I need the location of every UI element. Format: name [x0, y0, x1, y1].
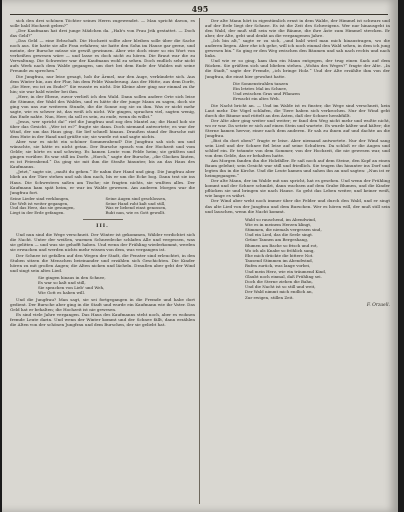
right-paragraphs-top: [205, 18, 390, 79]
poem-line: Glaubt noch einmal, daß Frühling sei.: [245, 273, 322, 279]
poem-line: Zur ewigen, stillen Zeit.: [245, 294, 294, 300]
poem-line: Grüne Tannen am Bergeshang,: [245, 237, 309, 243]
poem-line: Wie Gott es haben will.: [38, 289, 86, 295]
paragraph: Der Schnee ist gefallen auf den Wegen der Stadt, die Fenster sind erleuchtet, in den Stuben sitzen die Menschen beieinander und erzählen sich Geschichten. Die Kinder hören zu mit großen Augen; die Alten nicken und lächeln. Draußen aber geht der Wind und singt sein altes Lied.: [10, 252, 195, 273]
book-page: [2, 0, 398, 512]
left-paragraphs-top: [10, 18, 195, 195]
author-signature: F. Orzaell.: [366, 302, 390, 308]
right-paragraphs-middle: [205, 103, 390, 214]
dual-poem-right: [106, 197, 196, 217]
poem-line: Tausend Stimmen im Abendwind,: [245, 258, 313, 264]
paragraph: Der alte Mann hört in eigentümlich ernst in dem Walde, der Himmel ist schwarz und auf der Erde liegt der Schnee. Es ist die Zeit des Schweigens. Wer nur hinausgeht in den Wald, der muß still sein wie die Bäume, die ihre Äste zum Himmel strecken. Er aber, der Alte, geht und denkt an die vergangenen Jahre.: [205, 18, 390, 39]
poem-line: Was er liebend einst genossen,: [105, 205, 167, 211]
left-column: [10, 18, 195, 508]
column-divider: [199, 18, 200, 504]
poem-line: Die Sonnenstrahlen tanzen: [233, 80, 289, 86]
poem-line: Liegt in der Erde gefangen.: [10, 210, 65, 216]
header-rule: [10, 14, 388, 15]
paragraph: Der alte Mann, der im Walde mit uns spricht, hat es gesehen. Und wenn der Frühling kommt und der Schnee schmilzt, dann wachsen auf dem Grabe Blumen, und die Kinder pflücken sie und bringen sie nach Hause. So geht das Leben weiter, und keiner weiß, wie lange es währt.: [205, 178, 390, 199]
poem-line: Wald so rauschend, im Abendwind,: [245, 216, 317, 222]
section-rule: [83, 219, 123, 220]
poem-line: Und mein Herz, wie ein träumend Kind,: [245, 268, 327, 274]
poem-line: Rufen zurück, was lange vorbei,: [245, 263, 311, 269]
poem-line: Seine Augen sind geschlossen,: [105, 195, 167, 201]
poem-line: Sie gingen hinaus in den Schnee,: [38, 274, 106, 280]
dual-poem-left: [10, 197, 100, 217]
paragraph: Aber war es nicht ein schöner Sommerabend? Die Jungfrau sah sich um und wünschte, sie hätte es nicht getan. Der Bursche sprach von der Hochzeit und vom Gelde; sie hörte es und schwieg. Es kamen Leute vom Felde heim; sie grüßten und gingen vorüber. Es war still im Dorfe. „Horch,“ sagte der Bursche, „die Glocken läuten, es ist Feierabend.“ Da ging sie mit ihm die Straße hinunter, bis an das Haus des Kaufmanns.: [10, 139, 195, 170]
paragraph: Am Morgen fanden ihn die Holzfäller. Er saß noch auf dem Steine, den Kopf an einen Baum gelehnt; sein Gesicht war still und friedlich. Sie trugen ihn hinunter ins Dorf und legten ihn in die Kirche. Und die Leute kamen und sahen ihn an und sagten: „Nun ist er heimgegangen.“: [205, 158, 390, 179]
paragraph: Und nun sind die Wege verschneit. Der Winter ist gekommen, Wälder verdichtet sich die Nacht. Unter der weißen, warmen Schneedecke schlafen Alle und vergessen, was sie gelitten — und was sie gehofft haben. Und wenn der Frühling wiederkommt, werden sie erwachen und werden nichts mehr wissen von dem, was vergangen ist.: [10, 232, 195, 253]
paragraph: „Jetzt,“ sagte sie, „mußt du gehen.“ Er nahm ihre Hand und ging. Die Jungfrau aber blieb an der Türe stehen und sah ihm nach, bis er um die Ecke bog. Dann trat sie ins Haus. Die Schwestern saßen am Tische; sie fragten nichts, sie wußten alles. Der Kaufmann kam spät heim, er war im Walde gewesen. Am anderen Morgen war die Jungfrau fort.: [10, 169, 195, 195]
poem-line: Die Welt ist weiter gegangen,: [10, 200, 69, 206]
poem-line: Doch die Sterne ziehen die Bahn,: [245, 279, 313, 285]
poem-line: Ein letztes Mal im Schnee,: [233, 85, 288, 91]
paragraph: „Das Geld — eine Erbschaft. Die Hochzeit sollte aber bleiben solle über die Sache noch aus. Sie hatte sie alle Frau erfahren; sie hatte den Sohn im Hause gar gerne, und meinte, der Bursche müsse sie gewiß gewinnen. Aber wie doch einer so ein Wort von verheißen gewesen wäre — und lasse es doch nicht zu hören. Die Braut war die zu Verwaltung. Die Schwester war der Kaufmann wohl zu sehen. Doch endlich sehr nicht aufs Werk nach dem Walde gegangen, um dort bei dem Ende der Waldes mit seine Freunde zu sprechen.“: [10, 38, 195, 74]
poem-line: Und zwischen Gras und Pflanzen: [233, 90, 300, 96]
poem-line: Ehe mich drückte die bittere Not.: [245, 253, 314, 259]
paragraph: Die Jungfrau, nur leise gesagt, hob ihr Ärmel, nur den Auge, verkündete sich. Aus dem Winter hin, aus der Flur, hin dem Felde Wanderung. Aus der Hütte, aus dem Dorfe, „Sie Herr, wo ist zu Ende?“ Sie wusste es nicht. Die Kleine aber ging nur einmal zu ihr hin; sie war bald wieder bei ihm.: [10, 73, 195, 94]
paragraph: „Ich bin alt,“ sagte er zu sich, „und bald wird man mich hinaustragen, wo die anderen liegen. Aber ehe ich gehe, will ich noch einmal den Wald sehen, in dem ich jung gewesen bin.“ So ging er den Weg zwischen den Bäumen und sah nach rechts und nach links.: [205, 38, 390, 59]
poem-line: Und ein Lied, das die Seele singt.: [245, 232, 314, 238]
paragraph: sich den drei schönen Töchter seines Herrn zugewendet. — Man spricht davon, es solle bald Hochzeit geben?“: [10, 18, 195, 29]
paragraph: „Jesus, wer spricht da!“ rief die Jungfrau und zog den Mantel an; die Hand hob sie über das Gesicht. „Wer ist es?“ fragte sie dann. Doch niemand antwortete; es war der Wind, der um das Haus ging. Sie lief schnell hinaus. Draußen stand der Bursche mit dem Hute in der Hand und grüßte sie; sie wurde rot und sagte nichts.: [10, 118, 195, 140]
poem-line: Wo ich als Knabe so fröhlich sang,: [245, 247, 315, 253]
poem-line: Erwacht ein altes Weh.: [233, 95, 280, 101]
poem-line: Sie sprachen von Lieb' und Weh,: [38, 284, 105, 290]
left-dual-poem: [10, 197, 195, 217]
section-heading: III.: [96, 223, 109, 230]
inner-poem: [38, 275, 195, 295]
left-paragraphs-bottom-rest: [10, 297, 195, 327]
poem-line: Stimmen, die niemals vergessen sind,: [245, 227, 322, 232]
poem-line: Ruht nun, wie es Gott gewollt.: [105, 210, 166, 216]
right-column: [205, 18, 390, 508]
poem-line: Blumen am Bache so frisch und rot,: [245, 242, 318, 248]
poem-line: Seine Hand ruht kalt und still,: [105, 200, 166, 206]
paragraph: Die Nacht bricht an. — Und im Walde ist es finster, die Wege sind verschneit, kein Laut mehr. Die Vögel schlafen, die Tiere haben sich verkrochen. Nur der Wind geht durch die Bäume und rüttelt an den Ästen, daß der Schnee herabfällt.: [205, 102, 390, 118]
paragraph: „Herr, in der Ebene, zuvor verließ ich den Wald. Dann sollen andere Orte sich leise die Stimme, der Wald des Waldes, und es hätte dir der junge Mann zu sagen, doch sie ging von uns zur weiteren Stunde, die die Sonne zog sie zu ihm. Was er nicht mehr sagte, wie es schwer ist, das weiß ich nicht. Wir gingen, sprachen viel, sagten wenig, das Ende nahte. Nun, Herr, da soll es sein, zu ende, wenn du willst.“: [10, 93, 195, 119]
paragraph: Der Wind aber weht noch immer über die Felder und durch den Wald, und er singt das alte Lied von der Jungfrau und dem Burschen. Wer es hören will, der muß still sein und lauschen, wenn die Nacht kommt.: [205, 198, 390, 214]
poem-line: Der Wald nimmt mich endlich an,: [245, 289, 313, 295]
paragraph: Und wie er so ging, kam ihm ein Mann entgegen, der trug einen Sack auf dem Rücken. Sie grüßten sich und blieben stehen. „Wohin des Weges?“ fragte der Alte. „In die Stadt,“ sagte der Fremde, „ich bringe Holz.“ Und der Alte erzählte ihm von der Jungfrau, die einst hier gewohnt hatte.: [205, 58, 390, 79]
left-paragraphs-bottom: [10, 232, 195, 272]
page-number: 495: [191, 4, 209, 14]
poem-line: Und das Herz, das sie gesungen,: [10, 205, 75, 211]
poem-line: Wie es in meinem Herzen klingt,: [245, 221, 312, 227]
paragraph: Und die Jungfrau? Man sagt, sie sei fortgegangen in die Fremde und habe dort gedient. Der Bursche aber ging in die Stadt und wurde ein Kaufmann wie ihr Vater. Das Geld hat er behalten; die Hochzeit ist nie gewesen.: [10, 296, 195, 312]
paragraph: „Bist du dort oben?“ fragte er leise. Aber niemand antwortete. Nur der Wind sang sein Lied und der Schnee fiel leise auf seine Schultern. Da schloß er die Augen und schlief ein. Er träumte von dem Sommer, von der Hochzeit, die nie gewesen war, und von dem Gelde, das er behalten hatte.: [205, 137, 390, 159]
right-long-poem: [245, 217, 390, 300]
poem-line: Seine Lieder sind verklungen,: [10, 195, 70, 201]
paragraph: Es sind viele Jahre vergangen. Das Haus des Kaufmanns steht noch, aber es wohnen fremde Leute darin. Und wenn der Winter kommt und der Schnee fällt, dann erzählen die Alten von der schönen Jungfrau und dem Burschen, der sie geliebt hat.: [10, 311, 195, 327]
paragraph: „Der Kaufmann hat drei junge Mädchen da. „Hab's von Frau Jrik gestattet. — Doch das Geld?“: [10, 28, 195, 39]
right-short-poem: [233, 81, 390, 101]
paragraph: Der Alte aber ging weiter und weiter; er fand den Weg nicht mehr und wußte nicht, wo er war. Da setzte er sich auf einen Stein und wartete. Es wurde kälter und kälter; die Sterne kamen hervor, einer nach dem anderen. Er sah zu ihnen auf und dachte an die Jungfrau.: [205, 117, 390, 138]
poem-line: Es war so kalt und still,: [38, 279, 86, 285]
poem-line: Und die Nacht ist so still und weit,: [245, 284, 316, 290]
